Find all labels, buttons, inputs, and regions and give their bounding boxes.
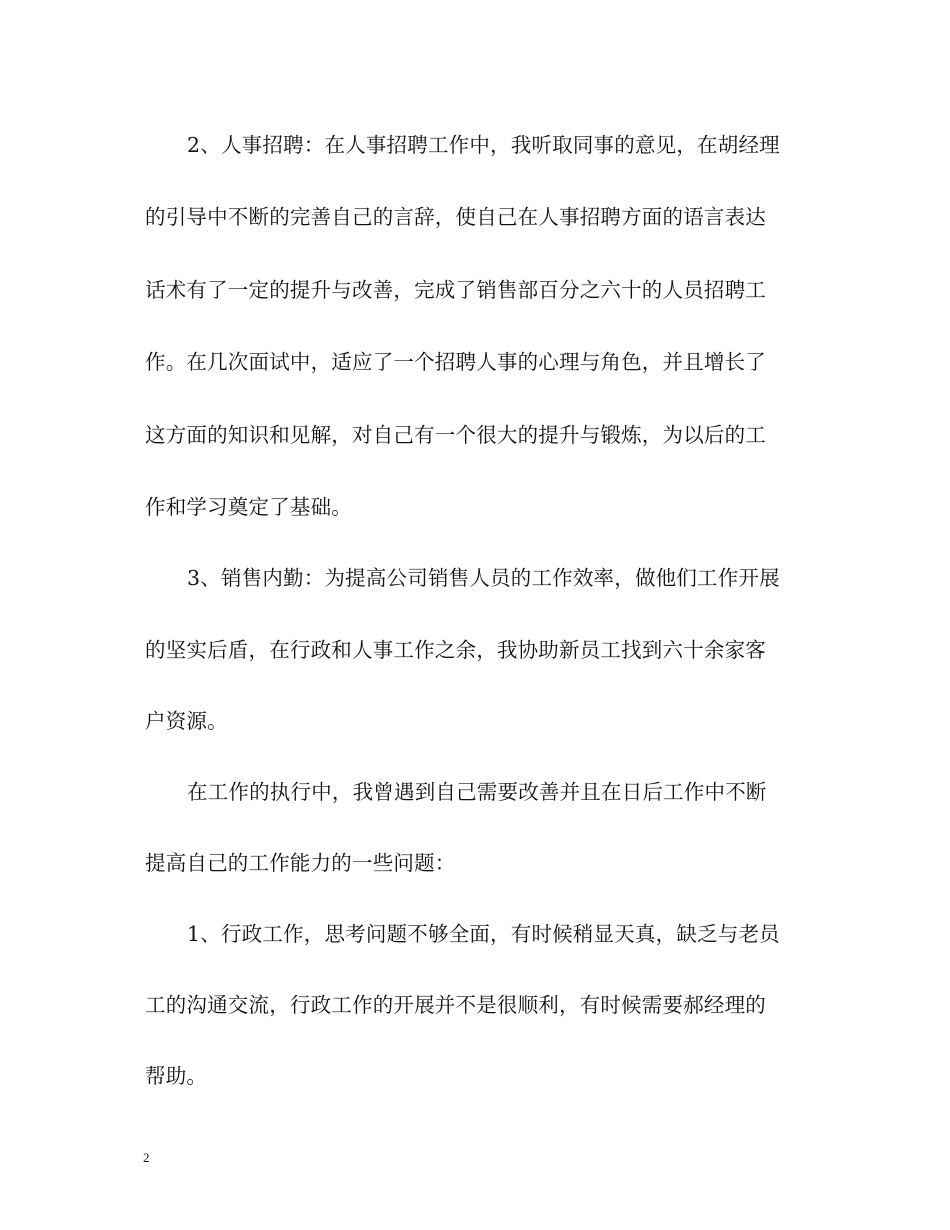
paragraph-line: 这方面的知识和见解，对自己有一个很大的提升与锻炼，为以后的工	[145, 423, 766, 447]
paragraph-line: 话术有了一定的提升与改善，完成了销售部百分之六十的人员招聘工	[145, 278, 766, 302]
paragraph-line: 3、销售内勤：为提高公司销售人员的工作效率，做他们工作开展	[187, 566, 780, 590]
paragraph-line: 作和学习奠定了基础。	[145, 495, 352, 519]
paragraph-line: 工的沟通交流，行政工作的开展并不是很顺利，有时候需要郝经理的	[145, 993, 766, 1017]
paragraph-line: 1、行政工作，思考问题不够全面，有时候稍显天真，缺乏与老员	[187, 922, 780, 946]
paragraph-line: 2、人事招聘：在人事招聘工作中，我听取同事的意见，在胡经理	[187, 133, 780, 157]
paragraph-line: 提高自己的工作能力的一些问题：	[145, 851, 456, 875]
paragraph-line: 的引导中不断的完善自己的言辞，使自己在人事招聘方面的语言表达	[145, 205, 766, 229]
paragraph-line: 作。在几次面试中，适应了一个招聘人事的心理与角色，并且增长了	[145, 350, 766, 374]
paragraph-line: 户资源。	[145, 709, 228, 733]
paragraph-line: 的坚实后盾，在行政和人事工作之余，我协助新员工找到六十余家客	[145, 638, 766, 662]
paragraph-line: 帮助。	[145, 1064, 208, 1088]
paragraph-line: 在工作的执行中，我曾遇到自己需要改善并且在日后工作中不断	[187, 780, 767, 804]
page-number: 2	[143, 1150, 150, 1165]
